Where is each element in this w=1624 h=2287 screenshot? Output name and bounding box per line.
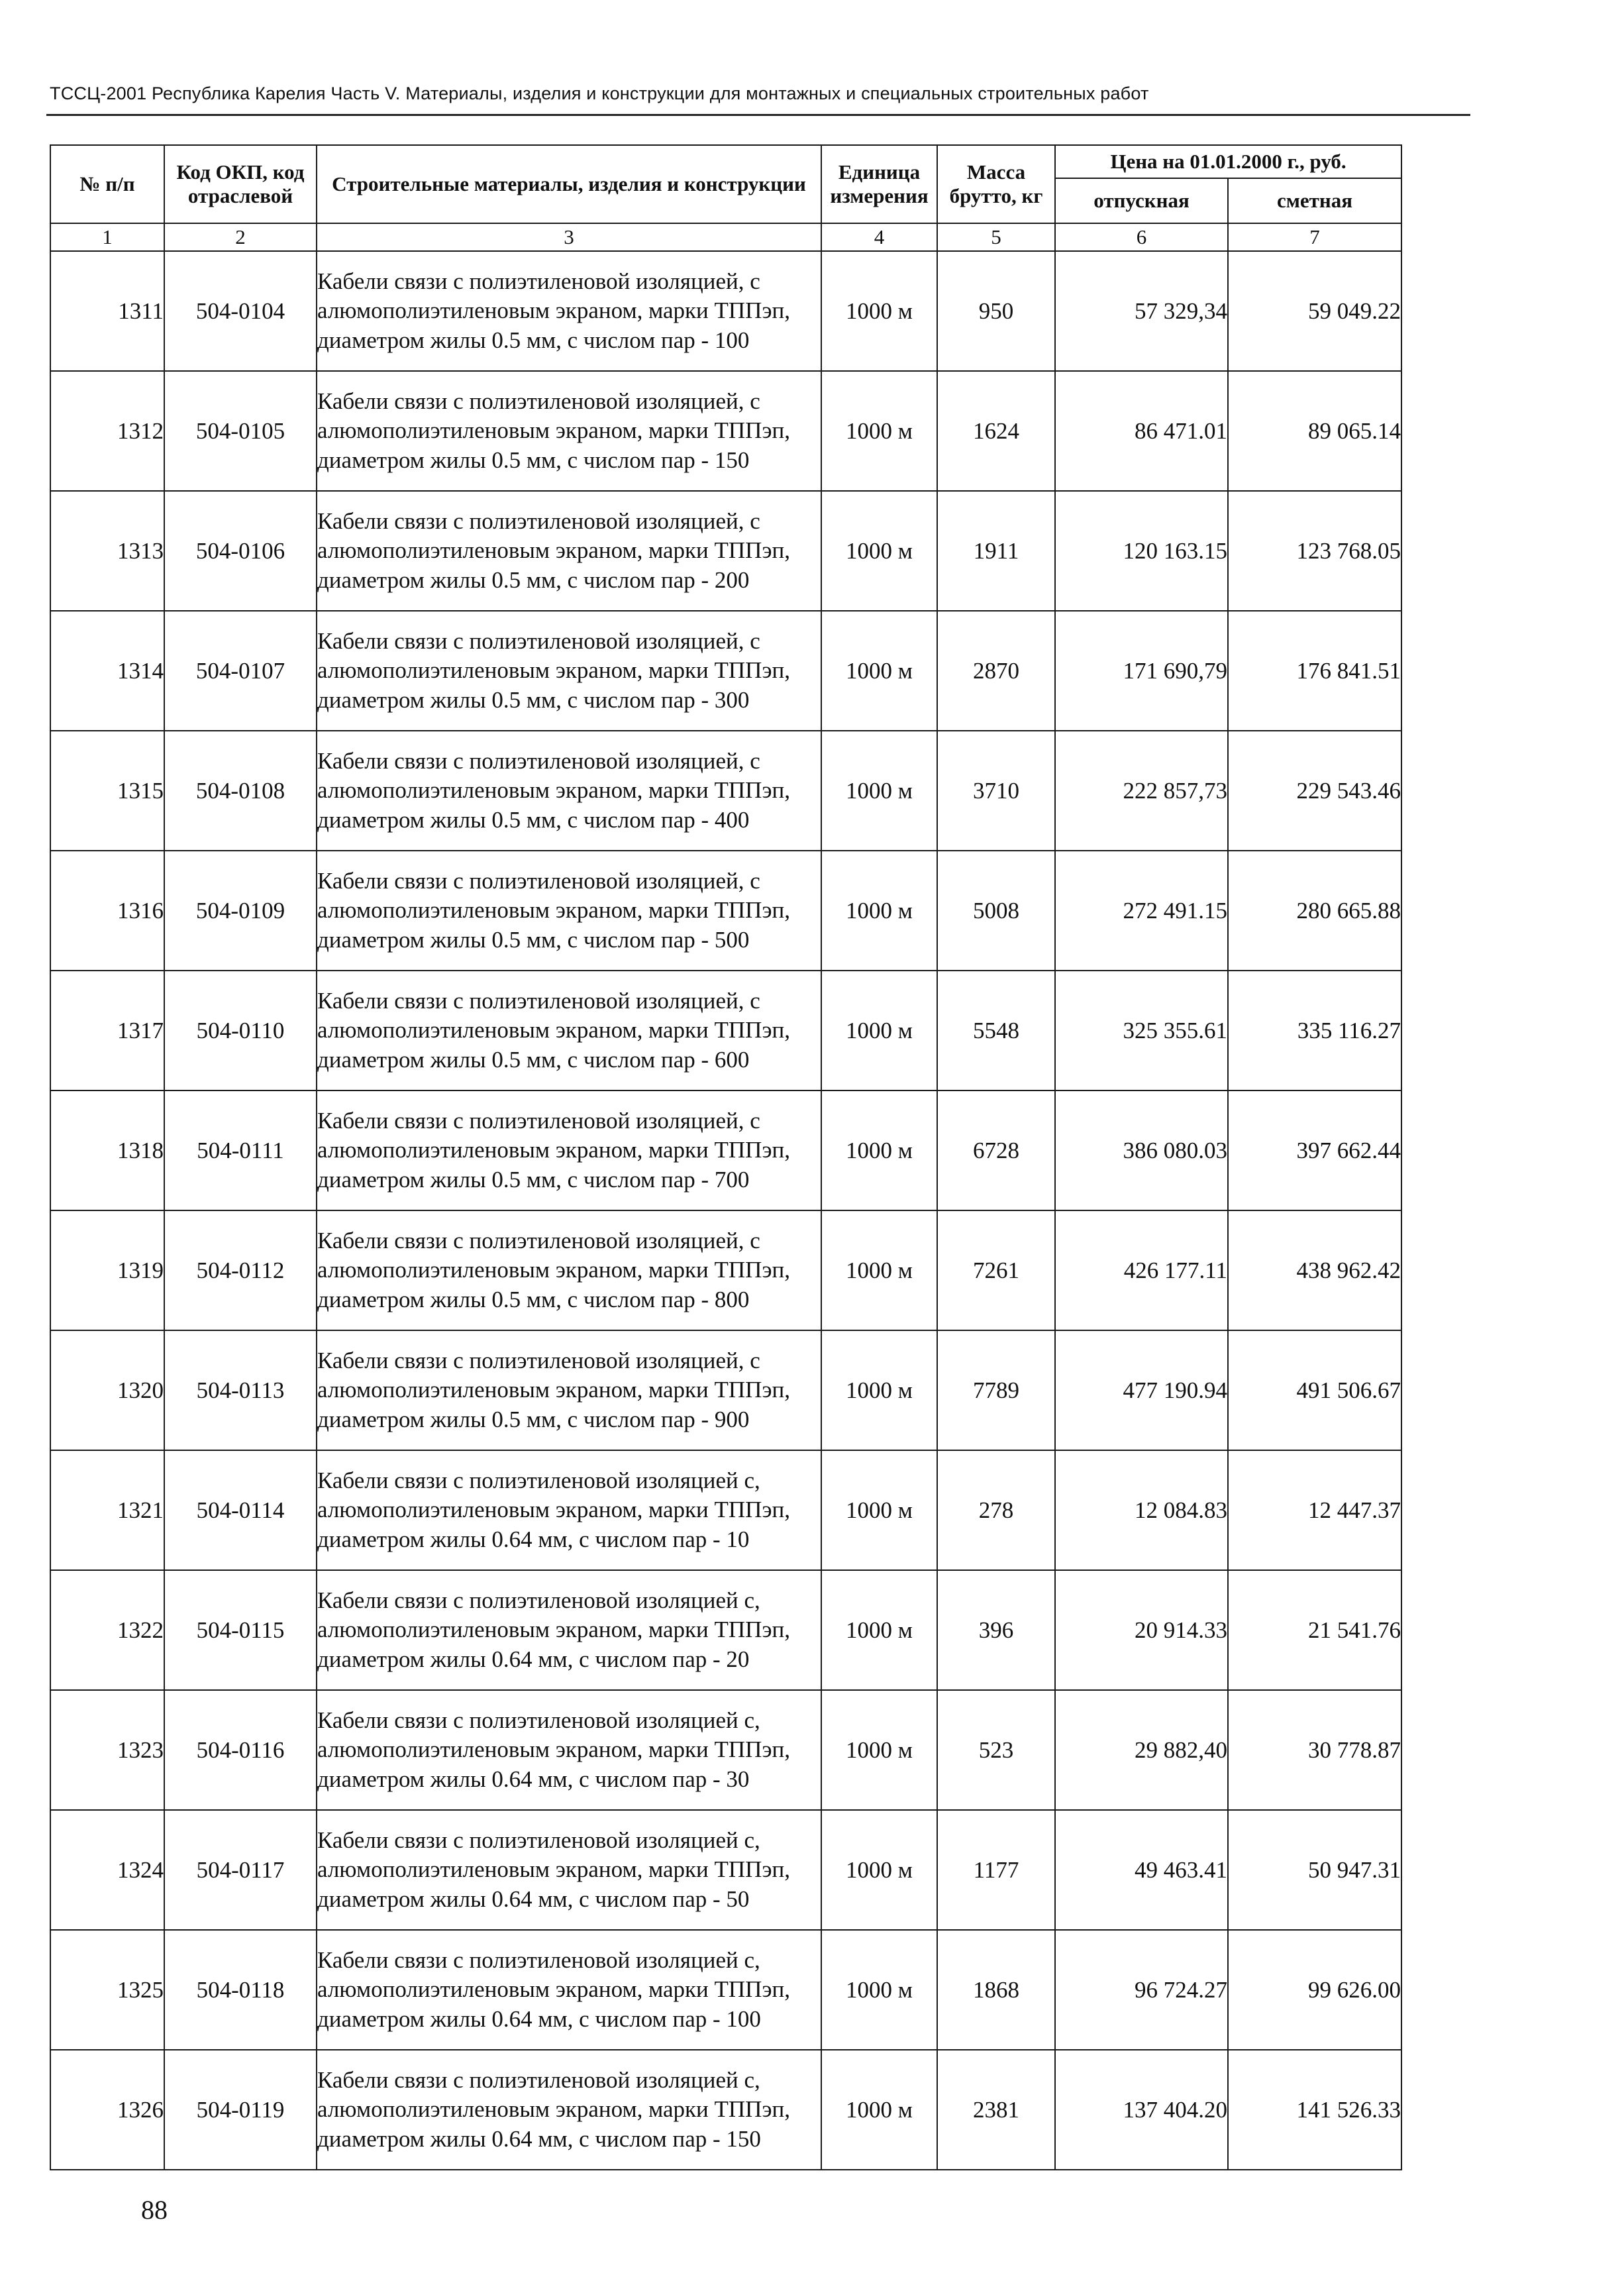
row-unit: 1000 м	[821, 251, 937, 371]
row-mass: 523	[937, 1690, 1055, 1810]
row-number: 1325	[50, 1930, 164, 2050]
row-number: 1318	[50, 1090, 164, 1210]
table-row	[50, 971, 1401, 1090]
row-material-name: Кабели связи с полиэтиленовой изоляцией с, алюмополиэтиленовым экраном, марки ТППэп, диаметром жилы 0.64 мм, с числом пар - 50	[317, 1810, 821, 1930]
table-row	[50, 491, 1401, 611]
row-price-release: 49 463.41	[1055, 1810, 1228, 1930]
table-row	[50, 1930, 1401, 2050]
row-mass: 6728	[937, 1090, 1055, 1210]
row-material-name: Кабели связи с полиэтиленовой изоляцией с, алюмополиэтиленовым экраном, марки ТППэп, диаметром жилы 0.64 мм, с числом пар - 100	[317, 1930, 821, 2050]
row-price-release: 137 404.20	[1055, 2050, 1228, 2170]
column-number: 4	[821, 223, 937, 251]
row-code: 504-0107	[164, 611, 317, 731]
row-price-estimate: 99 626.00	[1228, 1930, 1401, 2050]
row-material-name: Кабели связи с полиэтиленовой изоляцией, с алюмополиэтиленовым экраном, марки ТППэп, диаметром жилы 0.5 мм, с числом пар - 200	[317, 491, 821, 611]
column-number: 7	[1228, 223, 1401, 251]
row-material-name: Кабели связи с полиэтиленовой изоляцией, с алюмополиэтиленовым экраном, марки ТППэп, диаметром жилы 0.5 мм, с числом пар - 150	[317, 371, 821, 491]
row-number: 1321	[50, 1450, 164, 1570]
row-material-name: Кабели связи с полиэтиленовой изоляцией, с алюмополиэтиленовым экраном, марки ТППэп, диаметром жилы 0.5 мм, с числом пар - 400	[317, 731, 821, 851]
row-unit: 1000 м	[821, 491, 937, 611]
row-price-estimate: 229 543.46	[1228, 731, 1401, 851]
table-row	[50, 1810, 1401, 1930]
row-material-name: Кабели связи с полиэтиленовой изоляцией, с алюмополиэтиленовым экраном, марки ТППэп, диаметром жилы 0.5 мм, с числом пар - 600	[317, 971, 821, 1090]
row-price-release: 222 857,73	[1055, 731, 1228, 851]
row-material-name: Кабели связи с полиэтиленовой изоляцией с, алюмополиэтиленовым экраном, марки ТППэп, диаметром жилы 0.64 мм, с числом пар - 150	[317, 2050, 821, 2170]
col-header-price-release: отпускная	[1055, 178, 1228, 223]
row-price-estimate: 89 065.14	[1228, 371, 1401, 491]
row-number: 1326	[50, 2050, 164, 2170]
row-mass: 2381	[937, 2050, 1055, 2170]
col-header-code: Код ОКП, код отраслевой	[164, 145, 317, 223]
col-header-mass: Масса брутто, кг	[937, 145, 1055, 223]
table-row	[50, 851, 1401, 971]
row-code: 504-0119	[164, 2050, 317, 2170]
row-price-release: 272 491.15	[1055, 851, 1228, 971]
row-number: 1313	[50, 491, 164, 611]
row-unit: 1000 м	[821, 1930, 937, 2050]
row-mass: 5548	[937, 971, 1055, 1090]
row-material-name: Кабели связи с полиэтиленовой изоляцией с, алюмополиэтиленовым экраном, марки ТППэп, диаметром жилы 0.64 мм, с числом пар - 10	[317, 1450, 821, 1570]
column-number-row	[50, 223, 1401, 251]
row-material-name: Кабели связи с полиэтиленовой изоляцией с, алюмополиэтиленовым экраном, марки ТППэп, диаметром жилы 0.64 мм, с числом пар - 30	[317, 1690, 821, 1810]
column-number: 6	[1055, 223, 1228, 251]
row-material-name: Кабели связи с полиэтиленовой изоляцией, с алюмополиэтиленовым экраном, марки ТППэп, диаметром жилы 0.5 мм, с числом пар - 100	[317, 251, 821, 371]
row-number: 1320	[50, 1330, 164, 1450]
row-unit: 1000 м	[821, 971, 937, 1090]
row-unit: 1000 м	[821, 611, 937, 731]
row-price-estimate: 12 447.37	[1228, 1450, 1401, 1570]
row-number: 1312	[50, 371, 164, 491]
row-price-release: 386 080.03	[1055, 1090, 1228, 1210]
row-mass: 3710	[937, 731, 1055, 851]
row-price-release: 12 084.83	[1055, 1450, 1228, 1570]
page-number: 88	[141, 2195, 168, 2225]
row-code: 504-0110	[164, 971, 317, 1090]
row-mass: 278	[937, 1450, 1055, 1570]
row-unit: 1000 м	[821, 1690, 937, 1810]
table-row	[50, 251, 1401, 371]
row-price-estimate: 176 841.51	[1228, 611, 1401, 731]
row-price-release: 57 329,34	[1055, 251, 1228, 371]
row-code: 504-0114	[164, 1450, 317, 1570]
row-number: 1314	[50, 611, 164, 731]
column-number: 1	[50, 223, 164, 251]
row-unit: 1000 м	[821, 851, 937, 971]
row-price-release: 171 690,79	[1055, 611, 1228, 731]
price-table	[50, 144, 1402, 2170]
row-price-estimate: 30 778.87	[1228, 1690, 1401, 1810]
row-unit: 1000 м	[821, 731, 937, 851]
row-unit: 1000 м	[821, 1570, 937, 1690]
row-unit: 1000 м	[821, 1210, 937, 1330]
row-material-name: Кабели связи с полиэтиленовой изоляцией, с алюмополиэтиленовым экраном, марки ТППэп, диаметром жилы 0.5 мм, с числом пар - 800	[317, 1210, 821, 1330]
row-code: 504-0106	[164, 491, 317, 611]
row-mass: 1624	[937, 371, 1055, 491]
row-number: 1315	[50, 731, 164, 851]
row-mass: 5008	[937, 851, 1055, 971]
row-number: 1323	[50, 1690, 164, 1810]
row-mass: 2870	[937, 611, 1055, 731]
row-mass: 950	[937, 251, 1055, 371]
table-row	[50, 1690, 1401, 1810]
running-title: ТССЦ-2001 Республика Карелия Часть V. Материалы, изделия и конструкции для монтажных и специальных строительных работ	[50, 83, 1149, 103]
row-price-estimate: 397 662.44	[1228, 1090, 1401, 1210]
row-price-release: 29 882,40	[1055, 1690, 1228, 1810]
row-price-estimate: 21 541.76	[1228, 1570, 1401, 1690]
row-mass: 396	[937, 1570, 1055, 1690]
table-row	[50, 2050, 1401, 2170]
table-row	[50, 1090, 1401, 1210]
col-header-name: Строительные материалы, изделия и конструкции	[317, 145, 821, 223]
row-material-name: Кабели связи с полиэтиленовой изоляцией, с алюмополиэтиленовым экраном, марки ТППэп, диаметром жилы 0.5 мм, с числом пар - 300	[317, 611, 821, 731]
row-code: 504-0108	[164, 731, 317, 851]
table-row	[50, 1570, 1401, 1690]
row-material-name: Кабели связи с полиэтиленовой изоляцией, с алюмополиэтиленовым экраном, марки ТППэп, диаметром жилы 0.5 мм, с числом пар - 900	[317, 1330, 821, 1450]
row-code: 504-0112	[164, 1210, 317, 1330]
row-mass: 1868	[937, 1930, 1055, 2050]
row-unit: 1000 м	[821, 1810, 937, 1930]
row-price-release: 20 914.33	[1055, 1570, 1228, 1690]
row-price-estimate: 123 768.05	[1228, 491, 1401, 611]
column-number: 2	[164, 223, 317, 251]
row-code: 504-0118	[164, 1930, 317, 2050]
table-header	[50, 145, 1401, 251]
row-price-release: 96 724.27	[1055, 1930, 1228, 2050]
column-number: 3	[317, 223, 821, 251]
row-code: 504-0115	[164, 1570, 317, 1690]
row-code: 504-0111	[164, 1090, 317, 1210]
row-material-name: Кабели связи с полиэтиленовой изоляцией, с алюмополиэтиленовым экраном, марки ТППэп, диаметром жилы 0.5 мм, с числом пар - 700	[317, 1090, 821, 1210]
row-unit: 1000 м	[821, 1330, 937, 1450]
row-price-release: 477 190.94	[1055, 1330, 1228, 1450]
row-number: 1311	[50, 251, 164, 371]
table-body	[50, 251, 1401, 2170]
row-price-release: 426 177.11	[1055, 1210, 1228, 1330]
row-unit: 1000 м	[821, 371, 937, 491]
row-price-estimate: 438 962.42	[1228, 1210, 1401, 1330]
row-code: 504-0104	[164, 251, 317, 371]
row-price-estimate: 280 665.88	[1228, 851, 1401, 971]
row-mass: 1177	[937, 1810, 1055, 1930]
row-mass: 7789	[937, 1330, 1055, 1450]
row-price-estimate: 59 049.22	[1228, 251, 1401, 371]
row-price-estimate: 141 526.33	[1228, 2050, 1401, 2170]
table-row	[50, 1210, 1401, 1330]
row-material-name: Кабели связи с полиэтиленовой изоляцией, с алюмополиэтиленовым экраном, марки ТППэп, диаметром жилы 0.5 мм, с числом пар - 500	[317, 851, 821, 971]
table-row	[50, 611, 1401, 731]
row-unit: 1000 м	[821, 1450, 937, 1570]
column-number: 5	[937, 223, 1055, 251]
row-material-name: Кабели связи с полиэтиленовой изоляцией с, алюмополиэтиленовым экраном, марки ТППэп, диаметром жилы 0.64 мм, с числом пар - 20	[317, 1570, 821, 1690]
row-code: 504-0117	[164, 1810, 317, 1930]
row-price-estimate: 50 947.31	[1228, 1810, 1401, 1930]
row-code: 504-0109	[164, 851, 317, 971]
row-number: 1322	[50, 1570, 164, 1690]
row-number: 1316	[50, 851, 164, 971]
col-header-price-estimate: сметная	[1228, 178, 1401, 223]
table-row	[50, 1330, 1401, 1450]
row-number: 1324	[50, 1810, 164, 1930]
row-price-release: 120 163.15	[1055, 491, 1228, 611]
row-number: 1317	[50, 971, 164, 1090]
row-price-release: 86 471.01	[1055, 371, 1228, 491]
col-header-price-group: Цена на 01.01.2000 г., руб.	[1055, 145, 1401, 178]
row-mass: 1911	[937, 491, 1055, 611]
table-row	[50, 371, 1401, 491]
row-unit: 1000 м	[821, 1090, 937, 1210]
table-row	[50, 731, 1401, 851]
row-code: 504-0116	[164, 1690, 317, 1810]
row-number: 1319	[50, 1210, 164, 1330]
row-price-estimate: 335 116.27	[1228, 971, 1401, 1090]
col-header-unit: Единица измерения	[821, 145, 937, 223]
col-header-num: № п/п	[50, 145, 164, 223]
row-code: 504-0113	[164, 1330, 317, 1450]
header-rule	[46, 114, 1470, 116]
table-row	[50, 1450, 1401, 1570]
row-mass: 7261	[937, 1210, 1055, 1330]
row-price-release: 325 355.61	[1055, 971, 1228, 1090]
row-unit: 1000 м	[821, 2050, 937, 2170]
row-price-estimate: 491 506.67	[1228, 1330, 1401, 1450]
row-code: 504-0105	[164, 371, 317, 491]
